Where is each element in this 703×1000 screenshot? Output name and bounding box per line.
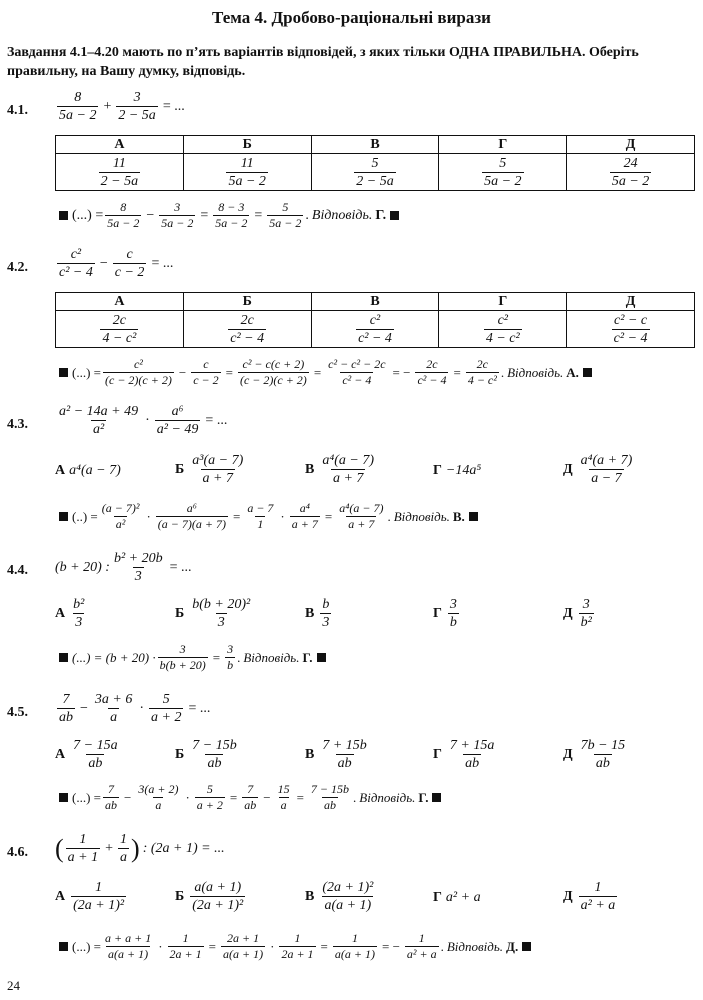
- solution-start-mark: [59, 653, 68, 662]
- choice-v: В $\frac{b}{3}$: [305, 597, 330, 630]
- fraction: $\frac{3}{2 - 5a}$: [118, 90, 156, 123]
- choice-d: Д $\frac{1}{\text{a² + a}}$: [563, 880, 616, 913]
- solution: (...) = (b + 20) · $\frac{3}{b(b + 20)}$ = $\frac{3}{b}$ . Відповідь. Г.: [55, 643, 330, 672]
- choice-a: А $\frac{7 - 15a}{ab}$: [55, 738, 118, 771]
- choice-b: Б $\frac{a(a + 1)}{\text{(2a + 1)²}}$: [175, 880, 244, 913]
- choice-b: Б $\frac{\text{a³(a − 7)}}{a + 7}$: [175, 453, 244, 486]
- problem-expression: $\frac{7}{ab}$ − $\frac{3a + 6}{a}$ · $\frac{5}{a + 2}$ = ...: [59, 692, 211, 725]
- problem-number: 4.1.: [7, 103, 28, 118]
- choice-g: Г −14a⁵: [433, 463, 482, 478]
- choice-v: В $\frac{\text{(2a + 1)²}}{a(a + 1)}$: [305, 880, 374, 913]
- choice-g: Г a² + a: [433, 890, 481, 905]
- solution-end-mark: [390, 211, 399, 220]
- choice-v: В $\frac{7 + 15b}{ab}$: [305, 738, 367, 771]
- page-number: 24: [7, 978, 20, 993]
- problem-expression: ( $\frac{1}{a + 1}$ + $\frac{1}{a}$ ) : (2a + 1) = ...: [55, 832, 225, 865]
- choice-d: Д $\frac{7b - 15}{ab}$: [563, 738, 626, 771]
- choice-g: Г $\frac{3}{b}$: [433, 597, 457, 630]
- solution-start-mark: [59, 512, 68, 521]
- problem-number: 4.3.: [7, 417, 28, 432]
- choice-g: Г $\frac{7 + 15a}{ab}$: [433, 738, 495, 771]
- choice-b: Б $\frac{7 - 15b}{ab}$: [175, 738, 237, 771]
- problem-expression: $\frac{8}{5a - 2}$ + $\frac{3}{2 - 5a}$ = ...: [59, 90, 185, 123]
- solution: (...) = $\frac{\text{c²}}{(c - 2)(c + 2)}$ − $\frac{c}{c - 2}$ = $\frac{\text{c² − c(c + 2)}}{(c - 2)(c + 2)}$ = $\frac{\text{c² − c² − 2c}}{\text{c² − 4}}$ = − $\frac{2c}{\text{c² − 4}}$ = $\frac{2c}{\text{4 − c²}}$ . Відповідь. А.: [55, 358, 596, 387]
- solution-start-mark: [59, 942, 68, 951]
- solution: (..) = $\frac{\text{(a − 7)²}}{\text{a²}}$ · $\frac{\text{a⁶}}{(a - 7)(a + 7)}$ = $\frac{a - 7}{1}$ · $\frac{\text{a⁴}}{a + 7}$ = $\frac{\text{a⁴(a − 7)}}{a + 7}$ . Відповідь. В.: [55, 502, 482, 531]
- solution-end-mark: [583, 368, 592, 377]
- solution-end-mark: [317, 653, 326, 662]
- solution-start-mark: [59, 368, 68, 377]
- fraction: $\frac{8}{5a - 2}$: [59, 90, 97, 123]
- answer-table: А Б В Г Д $\frac{2c}{\text{4 − c²}}$ $\frac{2c}{\text{c² − 4}}$ $\frac{\text{c²}}{\text{c² − 4}}$ $\frac{\text{c²}}{\text{4 − c²}}$ $\frac{\text{c² − c}}{\text{c² − 4}}$: [55, 292, 695, 348]
- problem-expression: $\frac{\text{c²}}{\text{c² − 4}}$ − $\frac{c}{c - 2}$ = ...: [59, 247, 174, 280]
- solution-end-mark: [522, 942, 531, 951]
- problem-expression: (b + 20) : $\frac{\text{b² + 20b}}{3}$ = ...: [55, 551, 192, 584]
- solution-start-mark: [59, 793, 68, 802]
- choice-a: А $\frac{\text{b²}}{3}$: [55, 597, 85, 630]
- problem-number: 4.5.: [7, 705, 28, 720]
- instructions: Завдання 4.1–4.20 мають по п’ять варіантів відповідей, з яких тільки ОДНА ПРАВИЛЬНА. Оберіть правильну, на Вашу думку, відповідь.: [7, 45, 639, 79]
- solution-end-mark: [469, 512, 478, 521]
- choice-d: Д $\frac{\text{a⁴(a + 7)}}{a - 7}$: [563, 453, 633, 486]
- solution: (...) = $\frac{8}{5a - 2}$ − $\frac{3}{5a - 2}$ = $\frac{8 - 3}{5a - 2}$ = $\frac{5}{5a - 2}$ . Відповідь. Г.: [55, 201, 403, 230]
- problem-number: 4.6.: [7, 845, 28, 860]
- solution-end-mark: [432, 793, 441, 802]
- solution: (...) = $\frac{a + a + 1}{a(a + 1)}$ · $\frac{1}{2a + 1}$ = $\frac{2a + 1}{a(a + 1)}$ · $\frac{1}{2a + 1}$ = $\frac{1}{a(a + 1)}$ = − $\frac{1}{\text{a² + a}}$ . Відповідь. Д.: [55, 932, 535, 961]
- answer-table: А Б В Г Д $\frac{11}{2 - 5a}$ $\frac{11}{5a - 2}$ $\frac{5}{2 - 5a}$ $\frac{5}{5a - 2}$ $\frac{24}{5a - 2}$: [55, 135, 695, 191]
- problem-number: 4.2.: [7, 260, 28, 275]
- choice-a: А a⁴(a − 7): [55, 463, 121, 478]
- problem-number: 4.4.: [7, 563, 28, 578]
- problem-expression: $\frac{\text{a² − 14a + 49}}{\text{a²}}$ · $\frac{\text{a⁶}}{\text{a² − 49}}$ = ...: [59, 404, 228, 437]
- solution-start-mark: [59, 211, 68, 220]
- choice-d: Д $\frac{3}{\text{b²}}$: [563, 597, 592, 630]
- page-title: Тема 4. Дробово-раціональні вирази: [212, 8, 491, 27]
- choice-b: Б $\frac{\text{b(b + 20)²}}{3}$: [175, 597, 251, 630]
- solution: (...) = $\frac{7}{ab}$ − $\frac{3(a + 2)}{a}$ · $\frac{5}{a + 2}$ = $\frac{7}{ab}$ − $\frac{15}{a}$ = $\frac{7 - 15b}{ab}$ . Відповідь. Г.: [55, 783, 445, 812]
- choice-a: А $\frac{1}{\text{(2a + 1)²}}$: [55, 880, 125, 913]
- choice-v: В $\frac{\text{a⁴(a − 7)}}{a + 7}$: [305, 453, 374, 486]
